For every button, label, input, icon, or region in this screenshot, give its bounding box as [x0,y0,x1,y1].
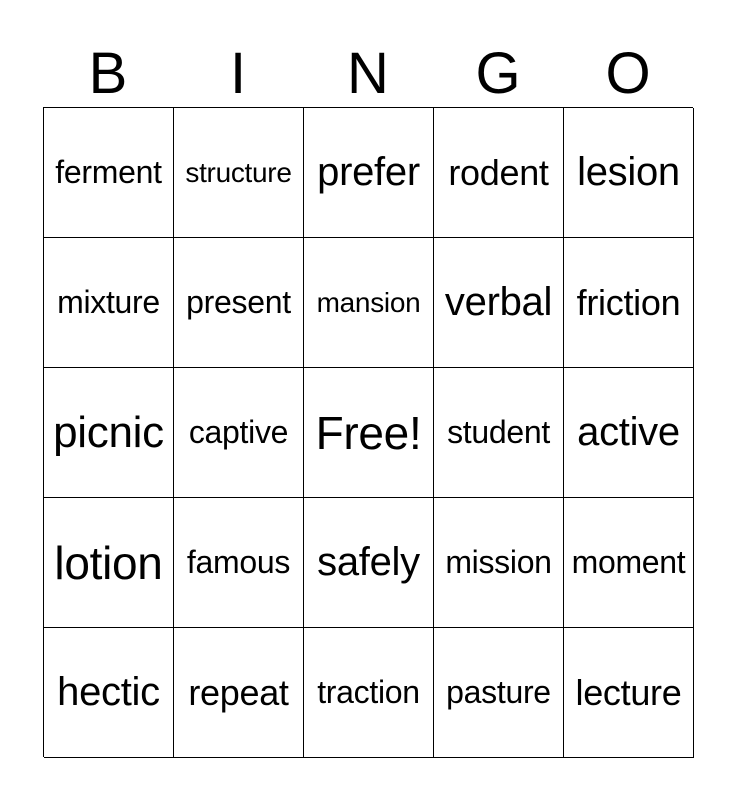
bingo-card-grid [43,107,693,757]
bingo-cell: safely [304,498,434,628]
bingo-cell: verbal [434,238,564,368]
bingo-cell: prefer [304,108,434,238]
bingo-free-cell: Free! [304,368,434,498]
bingo-cell: repeat [174,628,304,758]
header-letter-b: B [88,41,128,106]
bingo-cell: captive [174,368,304,498]
bingo-header [43,38,693,108]
header-letter-n: N [347,41,389,106]
header-letter-o: O [605,41,651,106]
bingo-cell: friction [564,238,694,368]
bingo-cell: mixture [44,238,174,368]
bingo-cell: student [434,368,564,498]
bingo-cell: present [174,238,304,368]
bingo-cell: rodent [434,108,564,238]
bingo-cell: mission [434,498,564,628]
bingo-cell: picnic [44,368,174,498]
bingo-cell: structure [174,108,304,238]
bingo-cell: lesion [564,108,694,238]
bingo-cell: lecture [564,628,694,758]
bingo-cell: traction [304,628,434,758]
bingo-cell: active [564,368,694,498]
bingo-cell: moment [564,498,694,628]
bingo-cell: lotion [44,498,174,628]
bingo-cell: famous [174,498,304,628]
bingo-cell: mansion [304,238,434,368]
bingo-cell: ferment [44,108,174,238]
bingo-cell: hectic [44,628,174,758]
header-letter-i: I [229,41,247,106]
bingo-cell: pasture [434,628,564,758]
header-letter-g: G [475,41,521,106]
